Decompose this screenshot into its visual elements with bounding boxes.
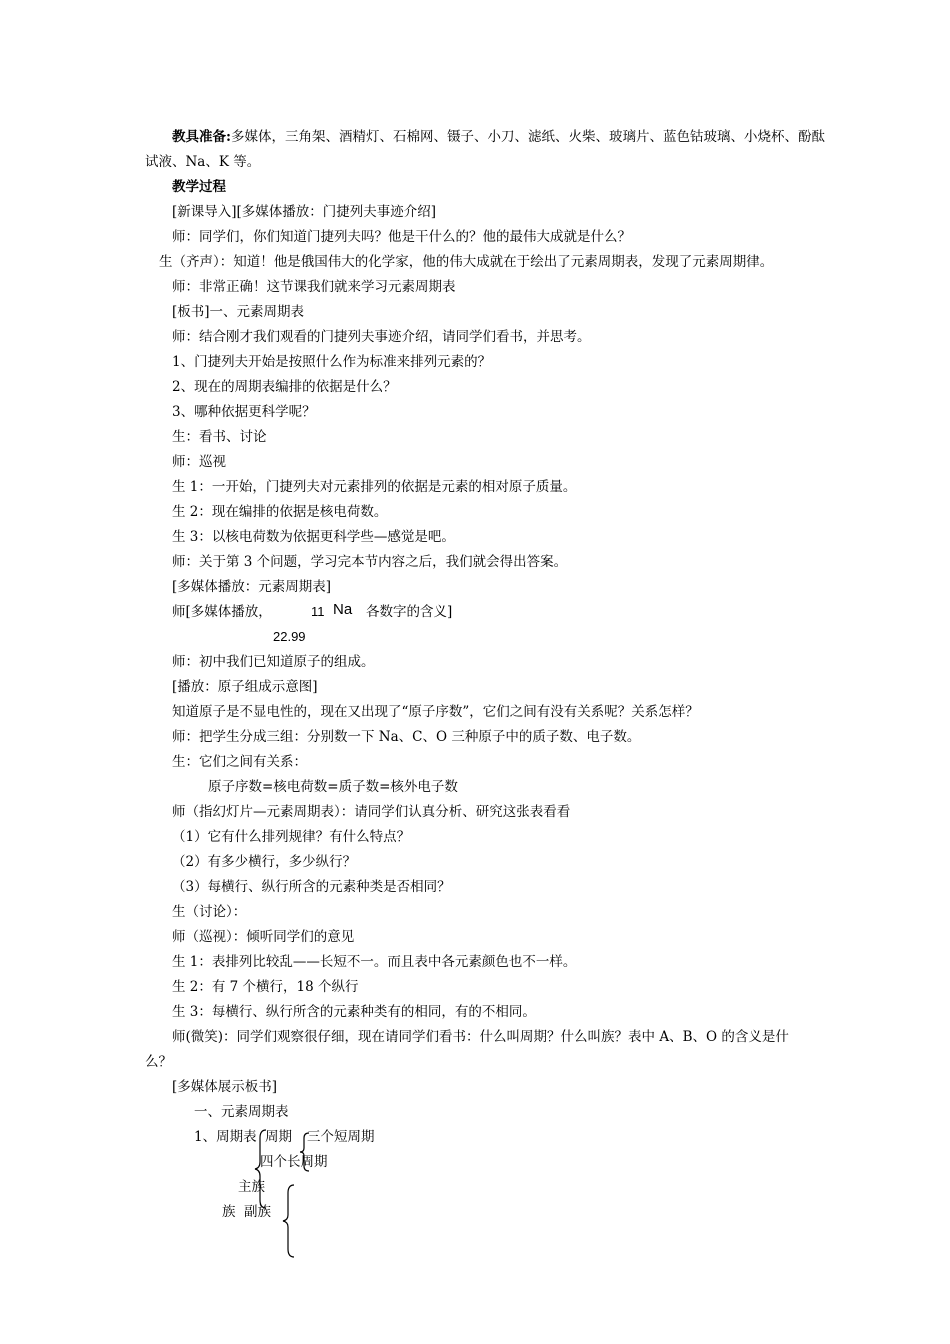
diagram-main-group: 主族: [238, 1179, 265, 1195]
text-line: （2）有多少横行，多少纵行？: [172, 854, 357, 870]
text-line: 生 3：每横行、纵行所含的元素种类有的相同，有的不相同。: [172, 1004, 536, 1020]
text-line: 知道原子是不显电性的，现在又出现了“原子序数”，它们之间有没有关系呢？关系怎样？: [172, 704, 699, 720]
text-line: 生 3：以核电荷数为依据更科学些—感觉是吧。: [172, 529, 455, 545]
text-line: 生：它们之间有关系：: [172, 754, 307, 770]
atomic-number: 11: [311, 604, 325, 619]
text-line: 生 1：表排列比较乱——长短不一。而且表中各元素颜色也不一样。: [172, 954, 577, 970]
process-title: 教学过程: [172, 179, 226, 195]
text-line: [多媒体展示板书]: [172, 1079, 278, 1095]
text-line: 师：初中我们已知道原子的组成。: [172, 654, 375, 670]
text-line: 3、哪种依据更科学呢？: [172, 404, 316, 420]
diagram-sub-group: 副族: [244, 1204, 271, 1220]
text-line: 1、门捷列夫开始是按照什么作为标准来排列元素的？: [172, 354, 492, 370]
prep-colon: :: [226, 129, 231, 145]
text-line: 生（讨论）：: [172, 904, 247, 920]
text-line: 师（指幻灯片—元素周期表）：请同学们认真分析、研究这张表看看: [172, 804, 571, 820]
text-line: 师：关于第 3 个问题，学习完本节内容之后，我们就会得出答案。: [172, 554, 568, 570]
text-line: 师：结合刚才我们观看的门捷列夫事迹介绍，请同学们看书，并思考。: [172, 329, 591, 345]
text-line: 2、现在的周期表编排的依据是什么？: [172, 379, 397, 395]
text-line: [新课导入][多媒体播放：门捷列夫事迹介绍]: [172, 204, 437, 220]
text-line: 生 2：现在编排的依据是核电荷数。: [172, 504, 388, 520]
text-line: 生：看书、讨论: [172, 429, 267, 445]
atomic-mass: 22.99: [273, 629, 306, 644]
prep-label: 教具准备: [172, 129, 226, 145]
text-line: 生 1：一开始，门捷列夫对元素排列的依据是元素的相对原子质量。: [172, 479, 577, 495]
text-line: 生（齐声）：知道！他是俄国伟大的化学家，他的伟大成就在于绘出了元素周期表，发现了元素周期律。: [159, 254, 774, 270]
diagram-short-period: 三个短周期: [307, 1129, 375, 1145]
equation-line: 原子序数=核电荷数=质子数=核外电子数: [208, 779, 458, 795]
diagram-period: 周期: [265, 1129, 292, 1145]
text-line: 师[多媒体播放，: [172, 604, 272, 620]
text-line: [多媒体播放：元素周期表]: [172, 579, 332, 595]
text-line: 师：把学生分成三组：分别数一下 Na、C、O 三种原子中的质子数、电子数。: [172, 729, 641, 745]
text-line: 师(微笑)：同学们观察很仔细，现在请同学们看书：什么叫周期？什么叫族？表中 A、B、O 的含义是什: [172, 1029, 789, 1045]
text-line: （3）每横行、纵行所含的元素种类是否相同？: [172, 879, 451, 895]
text-line: 么？: [145, 1054, 172, 1070]
text-line: 师：非常正确！这节课我们就来学习元素周期表: [172, 279, 456, 295]
brace-left-large: [252, 1128, 272, 1210]
text-line: [播放：原子组成示意图]: [172, 679, 318, 695]
text-line: 师：巡视: [172, 454, 226, 470]
element-symbol: Na: [333, 601, 353, 618]
diagram-period-table: 1、周期表: [194, 1129, 257, 1145]
brace-period: [298, 1132, 312, 1172]
text-line: 生 2：有 7 个横行，18 个纵行: [172, 979, 359, 995]
text-line: 师：同学们，你们知道门捷列夫吗？他是干什么的？他的最伟大成就是什么？: [172, 229, 631, 245]
text-line: 师（巡视）：倾听同学们的意见: [172, 929, 355, 945]
prep-text: 多媒体，三角架、酒精灯、石棉网、镊子、小刀、滤纸、火柴、玻璃片、蓝色钴玻璃、小烧杯、酚酞: [230, 129, 825, 145]
board-heading: 一、元素周期表: [194, 1104, 289, 1120]
text-line: （1）它有什么排列规律？有什么特点？: [172, 829, 411, 845]
diagram-long-period: 四个长周期: [260, 1154, 328, 1170]
text-line: [板书]一、元素周期表: [172, 304, 305, 320]
prep-line-2: 试液、Na、K 等。: [145, 154, 261, 170]
diagram-group: 族: [222, 1204, 236, 1220]
text-line: 各数字的含义]: [366, 604, 453, 620]
prep-line: [172, 128, 825, 146]
brace-group: [280, 1183, 298, 1259]
